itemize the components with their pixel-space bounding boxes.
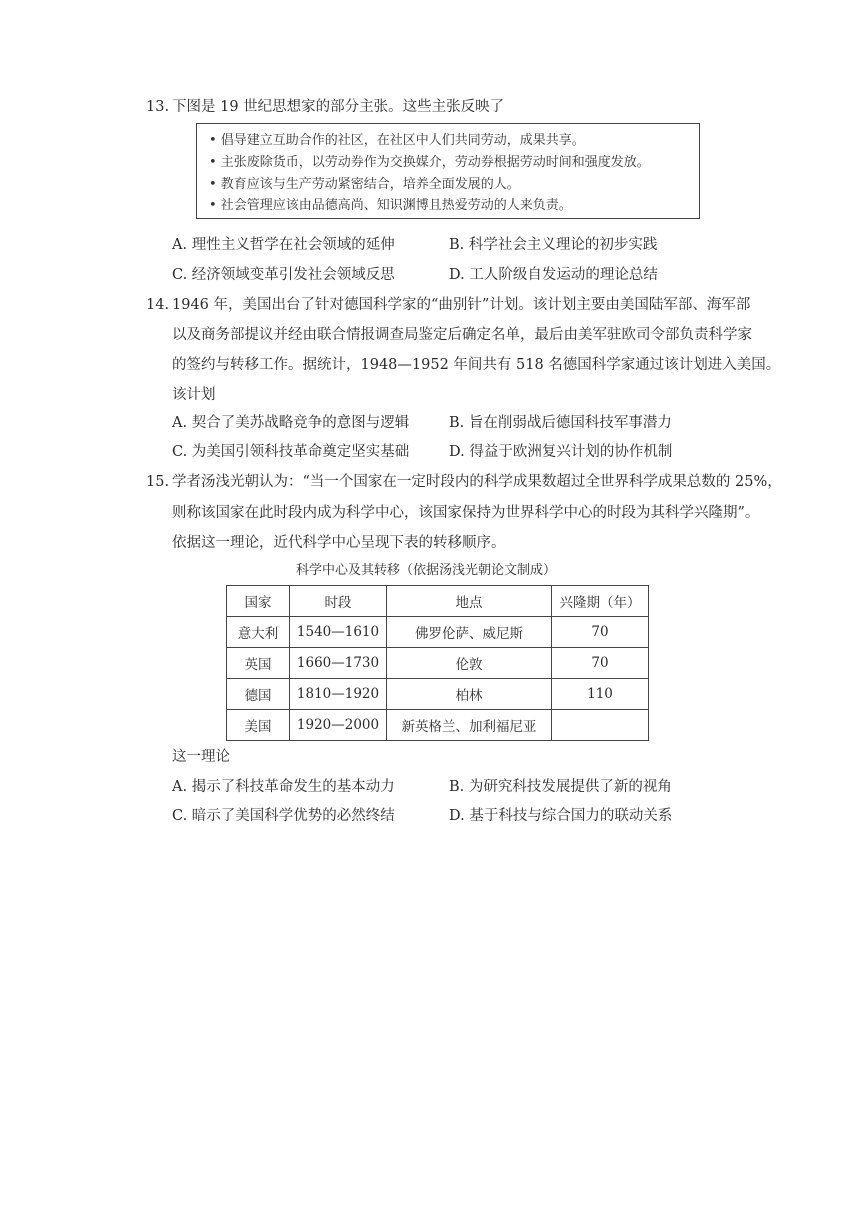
question-15-option-d: D. 基于科技与综合国力的联动关系 [449, 808, 673, 824]
table-row [227, 710, 649, 741]
question-14-option-a: A. 契合了美苏战略竞争的意图与逻辑 [172, 415, 410, 431]
table-cell: 1810—1920 [290, 679, 387, 710]
table-row [227, 617, 649, 648]
table-cell [552, 710, 649, 741]
table-cell: 1540—1610 [290, 617, 387, 648]
question-15-line: 依据这一理论，近代科学中心呈现下表的转移顺序。 [172, 535, 506, 551]
question-15-option-a: A. 揭示了科技革命发生的基本动力 [172, 779, 395, 795]
question-14-line: 的签约与转移工作。据统计，1948—1952 年间共有 518 名德国科学家通过该计划进入美国。 [172, 357, 781, 373]
table-cell: 佛罗伦萨、威尼斯 [387, 617, 552, 648]
quote-item: • 主张废除货币，以劳动券作为交换媒介，劳动券根据劳动时间和强度发放。 [209, 155, 650, 170]
table-caption: 科学中心及其转移（依据汤浅光朝论文制成） [296, 563, 557, 578]
question-15-option-c: C. 暗示了美国科学优势的必然终结 [172, 808, 395, 824]
question-15-option-b: B. 为研究科技发展提供了新的视角 [449, 779, 672, 795]
table-cell: 1660—1730 [290, 648, 387, 679]
question-14-line: 以及商务部提议并经由联合情报调查局鉴定后确定名单，最后由美军驻欧司令部负责科学家 [172, 327, 752, 343]
table-cell: 伦敦 [387, 648, 552, 679]
question-13-option-d: D. 工人阶级自发运动的理论总结 [449, 267, 658, 283]
question-14-number: 14. [146, 297, 170, 313]
question-15-line: 则称该国家在此时段内成为科学中心，该国家保持为世界科学中心的时段为其科学兴隆期”。 [172, 505, 760, 521]
question-13-quote-box [196, 123, 700, 219]
question-13-option-c: C. 经济领域变革引发社会领域反思 [172, 267, 395, 283]
table-row [227, 679, 649, 710]
question-15-tail: 这一理论 [172, 749, 230, 765]
quote-item: • 社会管理应该由品德高尚、知识渊博且热爱劳动的人来负责。 [209, 198, 572, 213]
quote-item: • 教育应该与生产劳动紧密结合，培养全面发展的人。 [209, 177, 520, 192]
table-cell: 美国 [227, 710, 290, 741]
table-cell: 英国 [227, 648, 290, 679]
question-14-option-b: B. 旨在削弱战后德国科技军事潜力 [449, 415, 672, 431]
table-row [227, 648, 649, 679]
quote-item: • 倡导建立互助合作的社区，在社区中人们共同劳动，成果共享。 [209, 133, 585, 148]
table-cell: 70 [552, 648, 649, 679]
question-14-line: 1946 年，美国出台了针对德国科学家的“曲别针”计划。该计划主要由美国陆军部、海军部 [172, 297, 751, 313]
question-14-option-c: C. 为美国引领科技革命奠定坚实基础 [172, 444, 410, 460]
header-cell: 国家 [227, 586, 290, 617]
table-header-row [227, 586, 649, 617]
table-cell: 德国 [227, 679, 290, 710]
question-13-number: 13. [146, 99, 170, 115]
table-cell: 柏林 [387, 679, 552, 710]
question-14-option-d: D. 得益于欧洲复兴计划的协作机制 [449, 444, 673, 460]
question-14-line: 该计划 [172, 387, 216, 403]
question-13-stem: 下图是 19 世纪思想家的部分主张。这些主张反映了 [172, 99, 505, 115]
table-cell: 新英格兰、加利福尼亚 [387, 710, 552, 741]
table-cell: 1920—2000 [290, 710, 387, 741]
question-15-number: 15. [146, 474, 170, 490]
table-cell: 70 [552, 617, 649, 648]
table-cell: 意大利 [227, 617, 290, 648]
question-13-option-b: B. 科学社会主义理论的初步实践 [449, 237, 658, 253]
header-cell: 兴隆期（年） [552, 586, 649, 617]
header-cell: 地点 [387, 586, 552, 617]
header-cell: 时段 [290, 586, 387, 617]
question-13-option-a: A. 理性主义哲学在社会领域的延伸 [172, 237, 395, 253]
table-cell: 110 [552, 679, 649, 710]
science-center-table [226, 585, 649, 741]
question-15-line: 学者汤浅光朝认为：“当一个国家在一定时段内的科学成果数超过全世界科学成果总数的 25%， [172, 474, 782, 490]
